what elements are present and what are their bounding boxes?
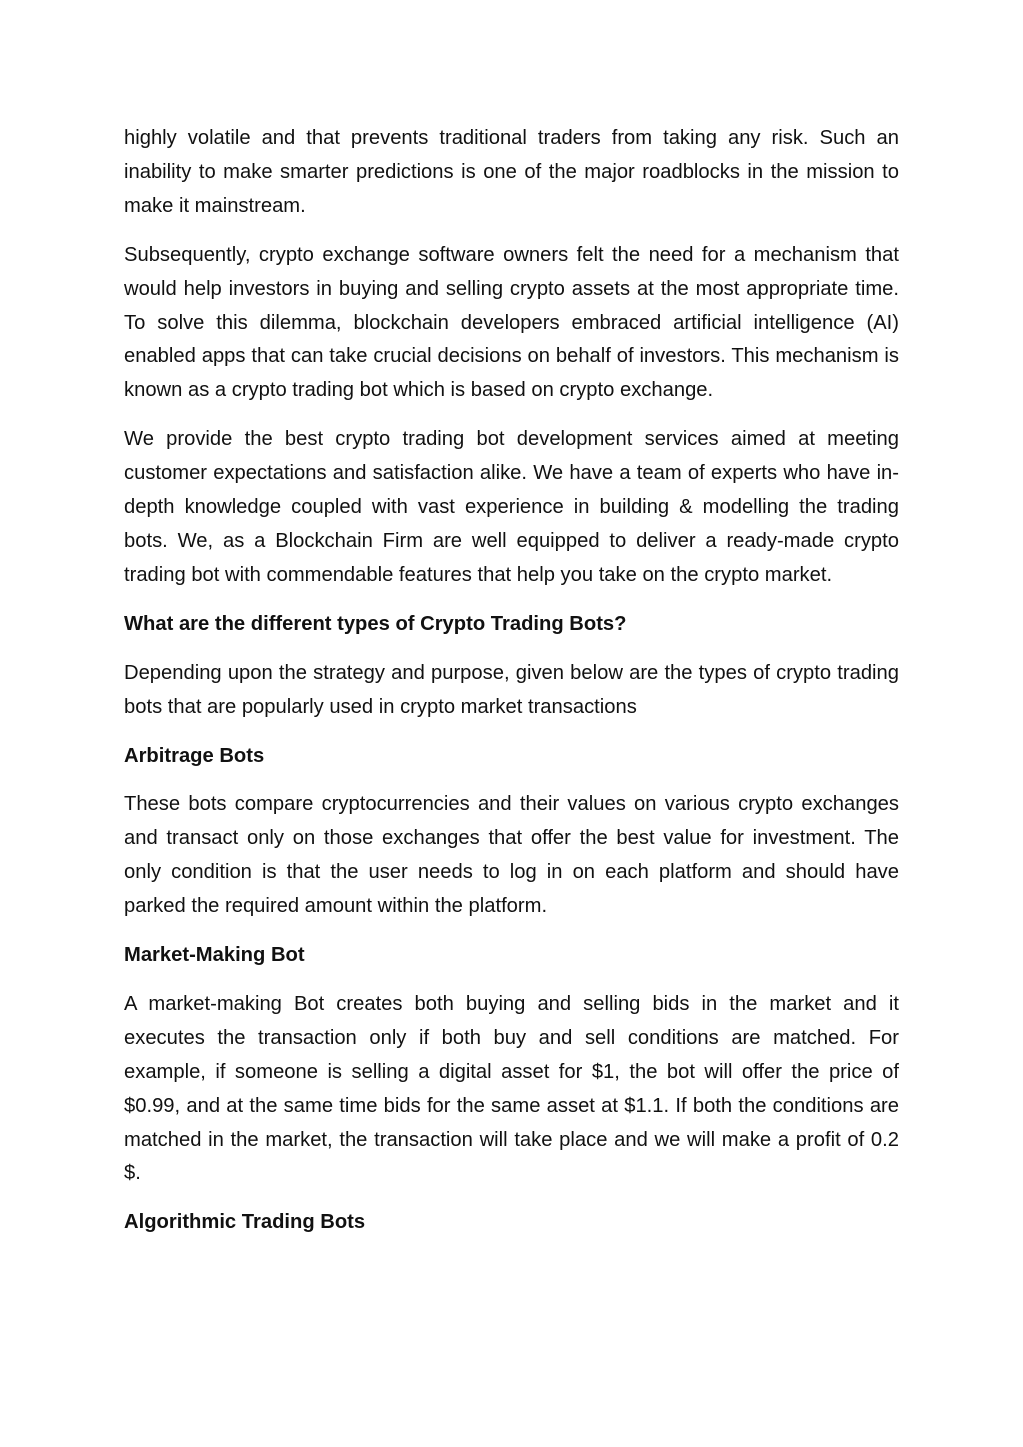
paragraph-arbitrage-bots: These bots compare cryptocurrencies and their values on various crypto exchanges and transact only on those exchanges that offer the best value for investment. The only condition is that the user needs to log in on each platform and should have parked the required amount within the platform. xyxy=(124,793,899,918)
paragraph-market-making-bot: A market-making Bot creates both buying and selling bids in the market and it executes the transaction only if both buy and sell conditions are matched. For example, if someone is selling a digital asset for $1, the bot will offer the price of $0.99, and at the same time bids for the same asset at $1.1. If both the conditions are matched in the market, the transaction will take place and we will make a profit of 0.2 $. xyxy=(124,992,899,1185)
document-page xyxy=(124,122,899,1255)
heading-arbitrage-bots: Arbitrage Bots xyxy=(124,744,265,767)
heading-algorithmic-trading-bots: Algorithmic Trading Bots xyxy=(124,1211,366,1234)
paragraph-volatility: highly volatile and that prevents traditional traders from taking any risk. Such an inability to make smarter predictions is one of the major roadblocks in the mission to make it mainstream. xyxy=(124,127,899,217)
paragraph-mechanism: Subsequently, crypto exchange software owners felt the need for a mechanism that would help investors in buying and selling crypto assets at the most appropriate time. To solve this dilemma, blockchain developers embraced artificial intelligence (AI) enabled apps that can take crucial decisions on behalf of investors. This mechanism is known as a crypto trading bot which is based on crypto exchange. xyxy=(124,243,899,402)
heading-bot-types: What are the different types of Crypto Trading Bots? xyxy=(124,612,627,635)
paragraph-bot-types-intro: Depending upon the strategy and purpose, given below are the types of crypto trading bots that are popularly used in crypto market transactions xyxy=(124,661,899,718)
heading-market-making-bot: Market-Making Bot xyxy=(124,944,305,967)
paragraph-services: We provide the best crypto trading bot development services aimed at meeting customer expectations and satisfaction alike. We have a team of experts who have in-depth knowledge coupled with vast experience in building & modelling the trading bots. We, as a Blockchain Firm are well equipped to deliver a ready-made crypto trading bot with commendable features that help you take on the crypto market. xyxy=(124,428,899,586)
